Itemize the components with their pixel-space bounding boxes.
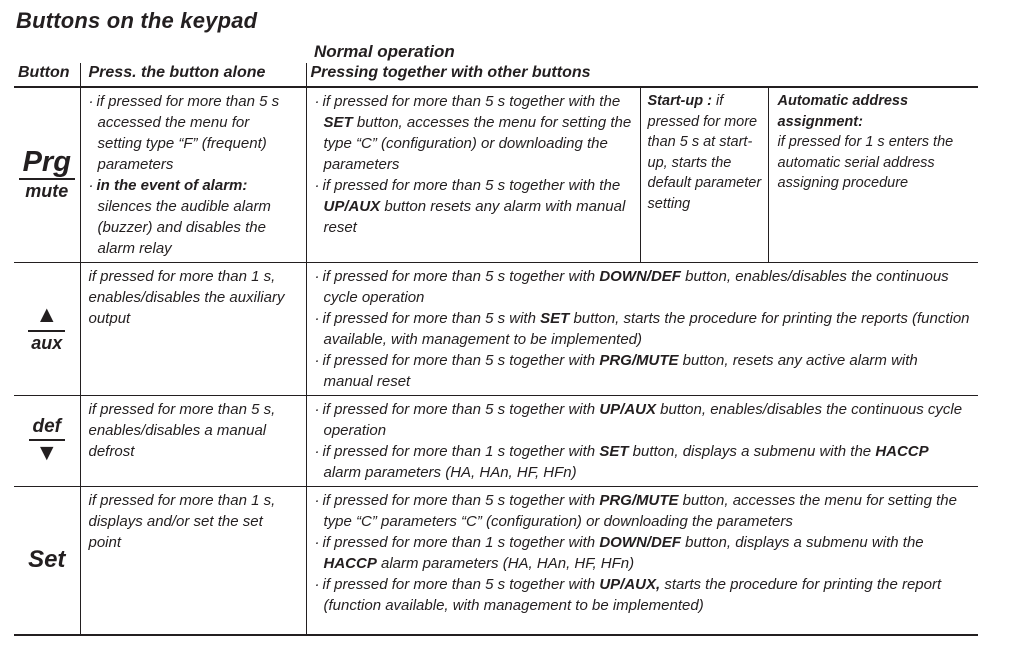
list-item: · if pressed for more than 5 s together with UP/AUX button, enables/disables the continuous cycle operation [315, 399, 971, 441]
cell-def-alone [80, 396, 306, 487]
button-def-down [14, 396, 80, 487]
col-header-press-together: Pressing together with other buttons [306, 63, 978, 87]
keypad-buttons-table [14, 63, 978, 636]
list-item: · if pressed for more than 1 s together with SET button, displays a submenu with the HACCP alarm parameters (HA, HAn, HF, HFn) [315, 441, 971, 483]
cell-set-alone [80, 487, 306, 635]
button-up-aux [14, 263, 80, 396]
def-button-label: def [29, 416, 66, 441]
button-set [14, 487, 80, 635]
table-row-up-aux [14, 263, 978, 396]
table-row-set [14, 487, 978, 635]
list-item: Automatic address assignment: [777, 93, 909, 130]
up-arrow-icon: ▲ [35, 301, 59, 328]
list-item: if pressed for more than 5 s, enables/disables a manual defrost [88, 401, 276, 460]
down-arrow-icon: ▼ [35, 438, 59, 465]
list-item: · if pressed for more than 5 s with SET button, starts the procedure for printing the reports (function available, with management to be implemented) [315, 308, 971, 350]
list-item: · if pressed for more than 5 s together with the SET button, accesses the menu for setting the type “C” (configuration) or downloading the parameters [315, 91, 632, 175]
cell-def-combo [306, 396, 978, 487]
aux-button-label: aux [31, 333, 63, 354]
list-item: · in the event of alarm: silences the audible alarm (buzzer) and disables the alarm relay [89, 175, 292, 259]
cell-prg-startup [640, 87, 768, 263]
col-header-press-alone: Press. the button alone [80, 63, 306, 87]
table-row-def-down [14, 396, 978, 487]
list-item: · if pressed for more than 5 s together with PRG/MUTE button, accesses the menu for setting the type “C” parameters “C” (configuration) or downloading the parameters [315, 490, 971, 532]
set-button-label: Set [28, 546, 66, 574]
list-item: · if pressed for more than 5 s together with the UP/AUX button resets any alarm with manual reset [315, 175, 632, 238]
list-item: · if pressed for more than 5 s together with DOWN/DEF button, enables/disables the continuous cycle operation [315, 266, 971, 308]
cell-prg-alone [80, 87, 306, 263]
cell-up-combo [306, 263, 978, 396]
cell-prg-auto-address [768, 87, 978, 263]
table-caption: Normal operation [314, 42, 455, 61]
mute-button-label: mute [25, 181, 69, 202]
table-row-prg [14, 87, 978, 263]
list-item: Start-up : if pressed for more than 5 s at start-up, starts the default parameter setting [647, 93, 762, 212]
list-item: if pressed for more than 1 s, displays and/or set the set point [88, 492, 276, 551]
list-item: · if pressed for more than 5 s together with UP/AUX, starts the procedure for printing the report (function available, with management to be implemented) [315, 574, 971, 616]
cell-up-alone [80, 263, 306, 396]
list-item: · if pressed for more than 5 s together with PRG/MUTE button, resets any active alarm with manual reset [315, 350, 971, 392]
button-prg-mute [14, 87, 80, 263]
prg-button-label: Prg [19, 147, 75, 180]
list-item: · if pressed for more than 5 s accessed the menu for setting type “F” (frequent) parameters [89, 91, 292, 175]
page-title: Buttons on the keypad [16, 8, 258, 33]
list-item: if pressed for more than 1 s, enables/disables the auxiliary output [88, 268, 285, 327]
col-header-button: Button [14, 63, 80, 87]
list-item: · if pressed for more than 1 s together with DOWN/DEF button, displays a submenu with the HACCP alarm parameters (HA, HAn, HF, HFn) [315, 532, 971, 574]
table-header-row [14, 63, 978, 87]
cell-prg-combo [306, 87, 640, 263]
list-item: if pressed for 1 s enters the automatic serial address assigning procedure [777, 134, 954, 191]
cell-set-combo [306, 487, 978, 635]
